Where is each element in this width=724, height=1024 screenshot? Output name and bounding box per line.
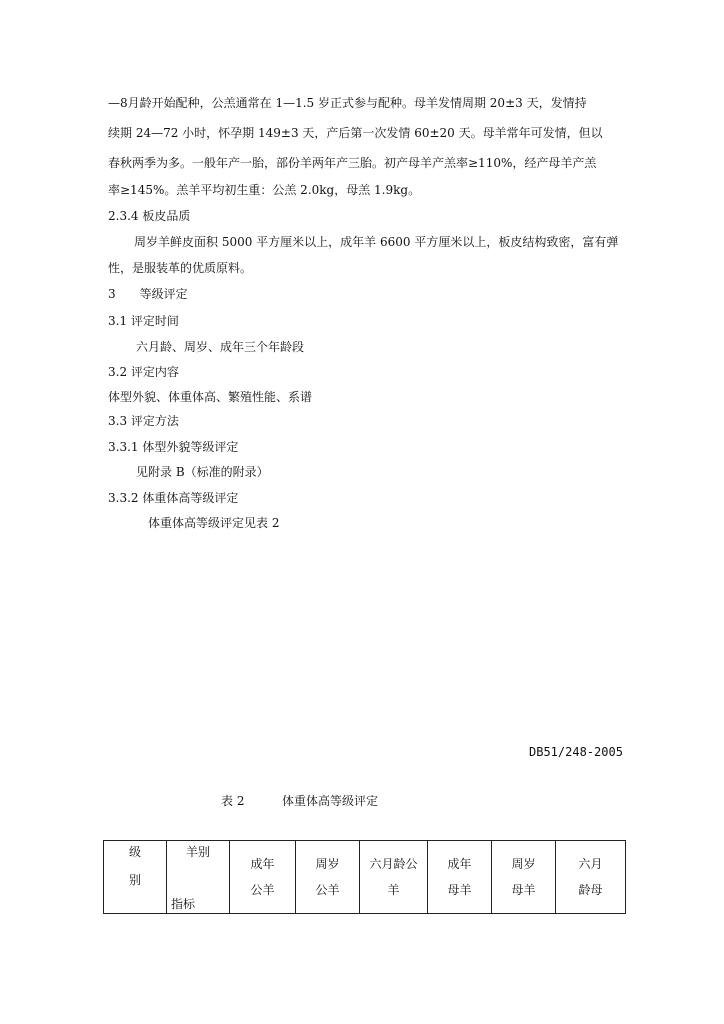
paragraph-breeding-line-3: 春秋两季为多。一般年产一胎，部份羊两年产三胎。初产母羊产羔率≥110%，经产母羊产羔 [108, 156, 597, 170]
header-col-adult-ram: 成年 公羊 [230, 841, 296, 914]
paragraph-breeding-line-4: 率≥145%。羔羊平均初生重：公羔 2.0kg，母羔 1.9kg。 [108, 183, 421, 197]
grade-table [103, 840, 626, 914]
header-cell-sheep-indicator [167, 841, 230, 914]
table-caption-title: 体重体高等级评定 [282, 794, 379, 808]
section-heading-3-2: 3.2 评定内容 [108, 365, 179, 379]
header-cell-grade [104, 841, 167, 914]
section-heading-3-1: 3.1 评定时间 [108, 314, 179, 328]
header-sheep-type: 羊别 [185, 845, 210, 859]
table-caption-number: 表 2 [221, 794, 245, 808]
header-col-adult-ewe: 成年 母羊 [428, 841, 492, 914]
paragraph-3-1: 六月龄、周岁、成年三个年龄段 [136, 340, 305, 354]
header-col-six-month-ram: 六月龄公 羊 [360, 841, 428, 914]
section-heading-3-3-1: 3.3.1 体型外貌等级评定 [108, 440, 239, 454]
paragraph-skin-line-1: 周岁羊鲜皮面积 5000 平方厘米以上，成年羊 6600 平方厘米以上，板皮结构致密，富有弹 [134, 235, 619, 249]
section-heading-3-3-2: 3.3.2 体重体高等级评定 [108, 491, 239, 505]
header-grade-label: 级 别 [128, 845, 141, 887]
section-heading-2-3-4: 2.3.4 板皮品质 [108, 209, 191, 223]
header-col-six-month-ewe: 六月 龄母 [556, 841, 626, 914]
table-header-row [104, 841, 626, 914]
paragraph-breeding-line-1: —8月龄开始配种，公羔通常在 1—1.5 岁正式参与配种。母羊发情周期 20±3 天，发情持 [108, 96, 587, 110]
document-code: DB51/248-2005 [529, 745, 623, 759]
section-heading-3: 3 等级评定 [108, 287, 188, 301]
header-indicator: 指标 [171, 897, 196, 911]
paragraph-breeding-line-2: 续期 24—72 小时，怀孕期 149±3 天，产后第一次发情 60±20 天。母羊常年可发情，但以 [108, 126, 603, 140]
section-heading-3-3: 3.3 评定方法 [108, 414, 179, 428]
header-col-yearling-ewe: 周岁 母羊 [492, 841, 556, 914]
paragraph-skin-line-2: 性，是服装革的优质原料。 [108, 261, 253, 275]
paragraph-3-3-2: 体重体高等级评定见表 2 [148, 516, 280, 530]
header-col-yearling-ram: 周岁 公羊 [296, 841, 360, 914]
paragraph-3-3-1: 见附录 B（标准的附录） [136, 465, 269, 479]
paragraph-3-2: 体型外貌、体重体高、繁殖性能、系谱 [108, 390, 313, 404]
